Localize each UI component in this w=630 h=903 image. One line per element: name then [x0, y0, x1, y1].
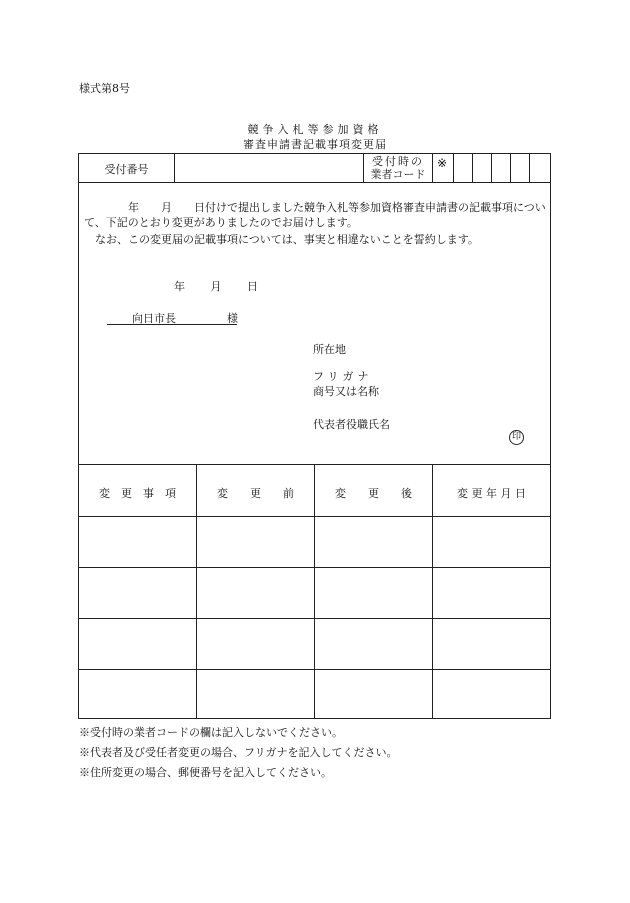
- table-row: [79, 517, 550, 567]
- addressee-name: 向日市長: [132, 312, 176, 325]
- column-header-change-date: 変 更 年 月 日: [457, 487, 526, 500]
- notes: [79, 723, 397, 783]
- pledge-paragraph: なお、この変更届の記載事項については、事実と相違ないことを誓約します。: [84, 233, 479, 246]
- form-title-line2: 審査申請書記載事項変更届: [243, 138, 387, 151]
- vendor-code-label-line1: 受付時の: [372, 155, 424, 168]
- vendor-code-mark: ※: [437, 156, 448, 170]
- addressee-line: [107, 310, 237, 325]
- table-row: [79, 619, 550, 669]
- form-title-line1: 競争入札等参加資格: [247, 123, 383, 136]
- column-header-after: 変 更 後: [335, 487, 412, 500]
- vendor-code-label-line2: 業者コード: [370, 168, 426, 181]
- seal-mark: 印: [509, 430, 524, 445]
- code-cell-divider: [453, 154, 454, 182]
- change-table: [79, 464, 550, 719]
- code-cell-divider: [529, 154, 530, 182]
- code-cell-divider: [491, 154, 492, 182]
- form-number: 様式第8号: [79, 82, 130, 95]
- receipt-number-label: 受付番号: [104, 163, 149, 176]
- divider: [432, 154, 433, 182]
- code-cell-divider: [472, 154, 473, 182]
- vendor-code-label: [364, 155, 432, 181]
- note-item: ※受付時の業者コードの欄は記入しないでください。: [79, 726, 343, 739]
- table-row: [79, 670, 550, 718]
- notification-form: [78, 153, 551, 719]
- code-cell-divider: [510, 154, 511, 182]
- note-item: ※代表者及び受任者変更の場合、フリガナを記入してください。: [79, 746, 398, 759]
- form-header-row: [79, 154, 550, 183]
- addressee-honorific: 様: [227, 312, 238, 325]
- representative-label: 代表者役職氏名: [313, 418, 390, 431]
- receipt-number-field[interactable]: [175, 154, 363, 182]
- statement-paragraph: 年 月 日付けで提出しました競争入札等参加資格審査申請書の記載事項について、下記のとおり変更がありましたのでお届けします。: [84, 201, 546, 229]
- table-row: [79, 568, 550, 618]
- address-label: 所在地: [313, 343, 346, 356]
- column-header-change-item: 変 更 事 項: [99, 487, 176, 500]
- column-header-before: 変 更 前: [217, 487, 294, 500]
- note-item: ※住所変更の場合、郵便番号を記入してください。: [79, 766, 332, 779]
- company-name-label: 商号又は名称: [313, 385, 379, 398]
- submission-date-line: 年 月 日: [174, 280, 258, 293]
- furigana-label: フリガナ: [313, 370, 373, 383]
